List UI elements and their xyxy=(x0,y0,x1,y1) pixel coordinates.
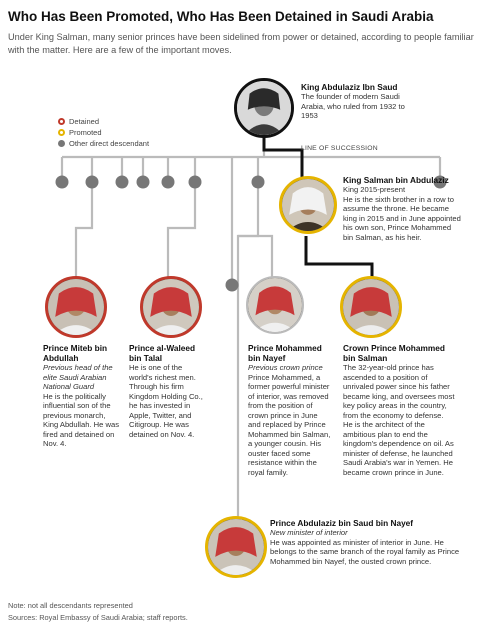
person-description: The 32-year-old prince has ascended to a position of unrivaled power since his father became king, and oversees most key policy areas in the country, from the economy to defense. He is the architect of the ambitious plan to end the kingdom's dependence on oil. As minister of defense, he launched Saudi Arabia's war in Yemen. He became crown prince in June. xyxy=(343,363,455,477)
person-name: Prince Mohammed bin Nayef xyxy=(248,343,322,363)
person-name: King Abdulaziz Ibn Saud xyxy=(301,82,398,92)
portrait-nayef xyxy=(246,276,304,334)
detained-marker-icon xyxy=(58,118,65,125)
person-alwaleed xyxy=(129,343,203,439)
portrait-miteb xyxy=(45,276,107,338)
chart-intro: Under King Salman, many senior princes have been sidelined from power or detained, according to people familiar with the matter. Here are a few of the important moves. xyxy=(8,32,474,55)
person-name: Prince Abdulaziz bin Saud bin Nayef xyxy=(270,518,414,528)
person-abdulaziz xyxy=(301,82,416,121)
descendant-dot xyxy=(116,176,129,189)
chart-title: Who Has Been Promoted, Who Has Been Detained in Saudi Arabia xyxy=(8,9,434,24)
person-role: New minister of interior xyxy=(270,528,348,537)
person-name: King Salman bin Abdulaziz xyxy=(343,175,449,185)
person-abdulaziz-saud xyxy=(270,518,470,566)
descendant-dot xyxy=(226,279,239,292)
descendant-dot xyxy=(189,176,202,189)
portrait-alwaleed xyxy=(140,276,202,338)
person-name: Prince al-Waleed bin Talal xyxy=(129,343,196,363)
portrait-abdulaziz-saud xyxy=(205,516,267,578)
person-salman xyxy=(343,175,461,242)
portrait-mbs xyxy=(340,276,402,338)
legend-other: Other direct descendant xyxy=(58,139,149,148)
person-description: Prince Mohammed, a former powerful minister of interior, was removed from the position of crown prince in June and replaced by Prince Mohammed bin Salman, a younger cousin. His ouster faced some resistance within the royal family. xyxy=(248,372,331,477)
person-role: Previous crown prince xyxy=(248,363,323,372)
person-description: He was appointed as minister of interior in June. He belongs to the same branch of the royal family as Prince Mohammed bin Nayef, the ousted crown prince. xyxy=(270,537,460,566)
promoted-marker-icon xyxy=(58,129,65,136)
footnote: Note: not all descendants represented xyxy=(8,601,133,610)
person-role: King 2015-present xyxy=(343,185,406,194)
person-role: Previous head of the elite Saudi Arabian National Guard xyxy=(43,363,113,391)
person-name: Prince Miteb bin Abdullah xyxy=(43,343,108,363)
person-name: Crown Prince Mohammed bin Salman xyxy=(343,343,445,363)
descendant-marker-icon xyxy=(58,140,65,147)
person-mbs xyxy=(343,343,455,477)
person-description: He is the sixth brother in a row to assume the throne. He became king in 2015 and in June appointed his own son, Prince Mohammed bin Salman, as his heir. xyxy=(343,194,461,242)
person-description: He is one of the world's richest men. Through his firm Kingdom Holding Co., he has invested in Apple, Twitter, and Citigroup. He was detained on Nov. 4. xyxy=(129,363,203,439)
person-description: He is the politically influential son of the previous monarch, King Abdullah. He was fired and detained on Nov. 4. xyxy=(43,391,119,448)
descendant-dot xyxy=(252,176,265,189)
descendant-dot xyxy=(56,176,69,189)
person-nayef xyxy=(248,343,332,477)
legend-detained: Detained xyxy=(58,117,99,126)
person-miteb xyxy=(43,343,121,449)
descendant-dot xyxy=(137,176,150,189)
person-description: The founder of modern Saudi Arabia, who ruled from 1932 to 1953 xyxy=(301,92,405,120)
descendant-dot xyxy=(162,176,175,189)
succession-label: LINE OF SUCCESSION xyxy=(301,145,378,152)
portrait-salman xyxy=(279,176,337,234)
descendant-dot xyxy=(86,176,99,189)
portrait-abdulaziz xyxy=(234,78,294,138)
legend-promoted: Promoted xyxy=(58,128,102,137)
sources-line: Sources: Royal Embassy of Saudi Arabia; staff reports. xyxy=(8,613,188,622)
